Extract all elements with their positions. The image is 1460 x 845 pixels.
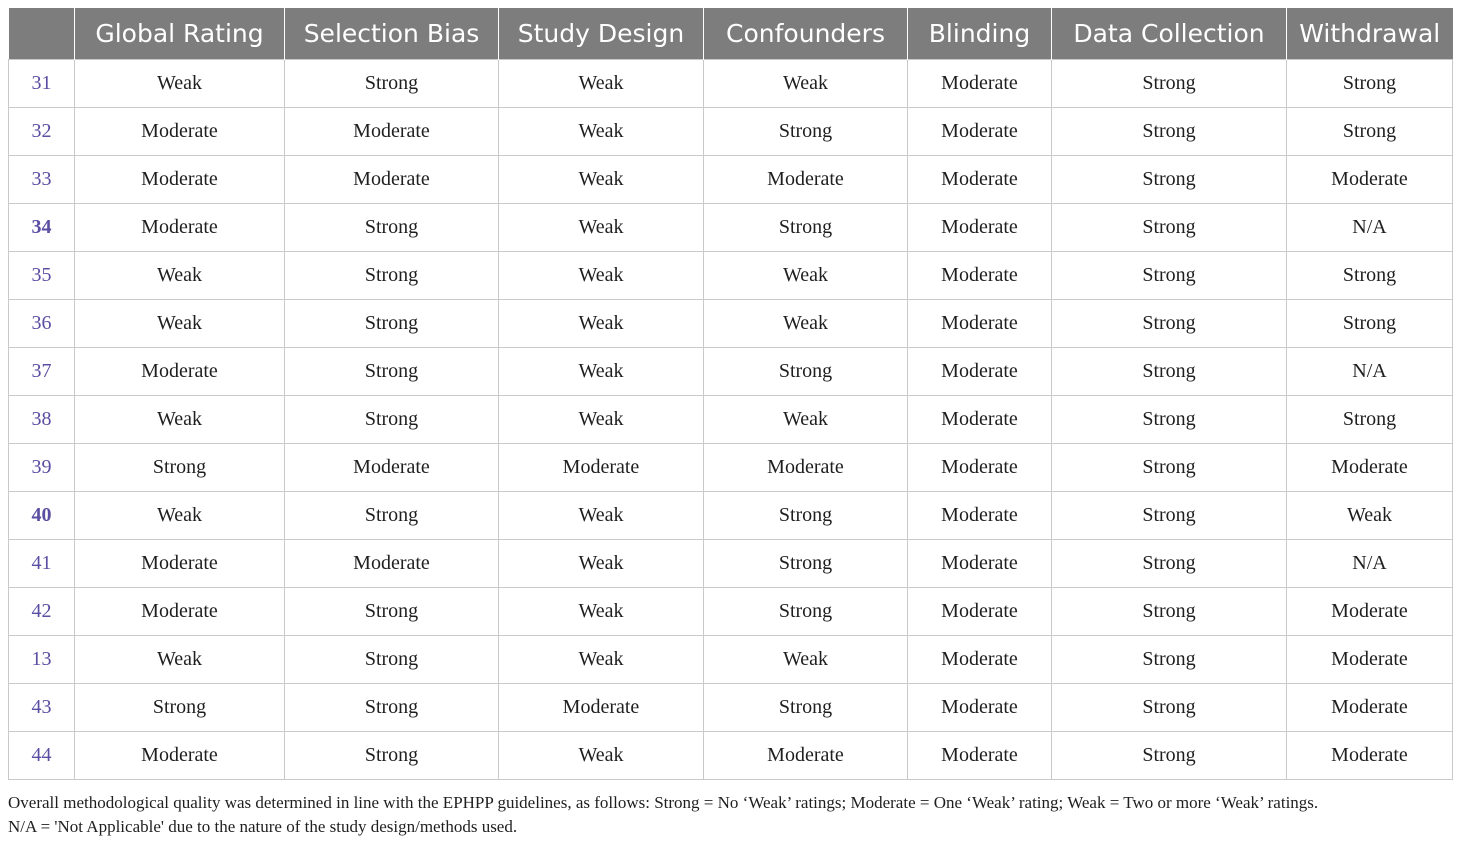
rating-cell: Strong [1052, 588, 1287, 636]
rating-cell: Strong [704, 204, 908, 252]
rating-cell: Weak [75, 492, 285, 540]
rating-cell: Moderate [908, 252, 1052, 300]
rating-cell: N/A [1287, 204, 1453, 252]
table-row [9, 396, 1453, 444]
study-reference-link[interactable]: 33 [9, 156, 75, 204]
rating-cell: Strong [1287, 108, 1453, 156]
study-reference-link[interactable]: 35 [9, 252, 75, 300]
footnote-line-1: Overall methodological quality was determined in line with the EPHPP guidelines, as follows: Strong = No ‘Weak’ ratings; Moderate = One ‘Weak’ rating; Weak = Two or more ‘Weak’ ratings. [8, 793, 1319, 812]
rating-cell: Weak [499, 204, 704, 252]
header-cell-selection-bias: Selection Bias [285, 8, 499, 60]
rating-cell: Moderate [499, 684, 704, 732]
rating-cell: Moderate [75, 540, 285, 588]
header-cell-id [9, 8, 75, 60]
rating-cell: Strong [1052, 348, 1287, 396]
rating-cell: Weak [499, 348, 704, 396]
rating-cell: Moderate [1287, 732, 1453, 780]
study-reference-link[interactable]: 39 [9, 444, 75, 492]
rating-cell: Moderate [1287, 636, 1453, 684]
table-row [9, 588, 1453, 636]
rating-cell: Strong [1052, 492, 1287, 540]
rating-cell: Strong [1287, 60, 1453, 108]
rating-cell: Moderate [285, 540, 499, 588]
rating-cell: Strong [1287, 252, 1453, 300]
rating-cell: Moderate [1287, 684, 1453, 732]
rating-cell: Moderate [908, 444, 1052, 492]
rating-cell: Moderate [75, 204, 285, 252]
rating-cell: Weak [704, 60, 908, 108]
rating-cell: Weak [75, 300, 285, 348]
study-reference-link[interactable]: 44 [9, 732, 75, 780]
table-footnote [8, 791, 1460, 839]
rating-cell: Moderate [908, 348, 1052, 396]
table-row [9, 732, 1453, 780]
table-row [9, 636, 1453, 684]
rating-cell: Strong [285, 636, 499, 684]
rating-cell: Strong [1052, 300, 1287, 348]
table-row [9, 348, 1453, 396]
rating-cell: Weak [499, 540, 704, 588]
study-reference-link[interactable]: 32 [9, 108, 75, 156]
rating-cell: Weak [499, 300, 704, 348]
rating-cell: Strong [285, 300, 499, 348]
header-cell-withdrawal: Withdrawal [1287, 8, 1453, 60]
study-reference-link[interactable]: 42 [9, 588, 75, 636]
rating-cell: Moderate [285, 156, 499, 204]
rating-cell: Strong [75, 684, 285, 732]
study-reference-link[interactable]: 40 [9, 492, 75, 540]
rating-cell: Strong [1052, 636, 1287, 684]
rating-cell: Moderate [908, 60, 1052, 108]
rating-cell: Weak [499, 60, 704, 108]
rating-cell: Strong [1052, 204, 1287, 252]
table-row [9, 444, 1453, 492]
table-row [9, 60, 1453, 108]
study-reference-link[interactable]: 31 [9, 60, 75, 108]
rating-cell: Strong [1052, 444, 1287, 492]
table-header [9, 8, 1453, 60]
table-row [9, 492, 1453, 540]
rating-cell: Moderate [499, 444, 704, 492]
rating-cell: Moderate [75, 348, 285, 396]
rating-cell: Weak [499, 108, 704, 156]
rating-cell: Weak [499, 156, 704, 204]
rating-cell: Strong [704, 684, 908, 732]
table-row [9, 156, 1453, 204]
rating-cell: Weak [704, 300, 908, 348]
rating-cell: Strong [285, 588, 499, 636]
rating-cell: Moderate [908, 156, 1052, 204]
rating-cell: Weak [75, 60, 285, 108]
rating-cell: Strong [1287, 396, 1453, 444]
rating-cell: Moderate [75, 588, 285, 636]
rating-cell: Moderate [1287, 588, 1453, 636]
rating-cell: Strong [285, 684, 499, 732]
rating-cell: Moderate [285, 444, 499, 492]
rating-cell: Weak [704, 252, 908, 300]
study-reference-link[interactable]: 38 [9, 396, 75, 444]
rating-cell: Weak [499, 636, 704, 684]
study-reference-link[interactable]: 41 [9, 540, 75, 588]
header-cell-global-rating: Global Rating [75, 8, 285, 60]
rating-cell: Strong [1052, 108, 1287, 156]
header-cell-confounders: Confounders [704, 8, 908, 60]
rating-cell: Strong [285, 732, 499, 780]
rating-cell: Moderate [908, 540, 1052, 588]
rating-cell: Weak [704, 396, 908, 444]
rating-cell: Strong [1052, 156, 1287, 204]
rating-cell: Strong [704, 108, 908, 156]
study-reference-link[interactable]: 43 [9, 684, 75, 732]
rating-cell: Strong [285, 396, 499, 444]
header-cell-study-design: Study Design [499, 8, 704, 60]
rating-cell: Strong [285, 60, 499, 108]
rating-cell: Moderate [908, 396, 1052, 444]
footnote-line-2: N/A = 'Not Applicable' due to the nature of the study design/methods used. [8, 817, 518, 836]
rating-cell: Weak [1287, 492, 1453, 540]
rating-cell: Strong [704, 348, 908, 396]
rating-cell: Moderate [908, 108, 1052, 156]
rating-cell: Strong [285, 492, 499, 540]
rating-cell: Strong [1052, 396, 1287, 444]
rating-cell: Strong [285, 252, 499, 300]
rating-cell: Moderate [908, 684, 1052, 732]
rating-cell: Weak [499, 588, 704, 636]
header-cell-blinding: Blinding [908, 8, 1052, 60]
rating-cell: Strong [1052, 60, 1287, 108]
header-cell-data-collection: Data Collection [1052, 8, 1287, 60]
table-row [9, 300, 1453, 348]
rating-cell: Weak [75, 252, 285, 300]
rating-cell: Moderate [908, 732, 1052, 780]
rating-cell: Weak [499, 732, 704, 780]
rating-cell: Moderate [75, 732, 285, 780]
rating-cell: Weak [499, 252, 704, 300]
rating-cell: Moderate [908, 204, 1052, 252]
rating-cell: Strong [1052, 732, 1287, 780]
study-reference-link[interactable]: 37 [9, 348, 75, 396]
rating-cell: Strong [704, 588, 908, 636]
rating-cell: Moderate [704, 732, 908, 780]
table-row [9, 204, 1453, 252]
rating-cell: Strong [1052, 252, 1287, 300]
rating-cell: Moderate [285, 108, 499, 156]
rating-cell: Moderate [908, 636, 1052, 684]
rating-cell: Moderate [908, 588, 1052, 636]
table-row [9, 108, 1453, 156]
study-reference-link[interactable]: 34 [9, 204, 75, 252]
rating-cell: Moderate [75, 108, 285, 156]
rating-cell: Moderate [75, 156, 285, 204]
quality-assessment-table-container [8, 8, 1452, 780]
rating-cell: Strong [704, 540, 908, 588]
rating-cell: Moderate [908, 492, 1052, 540]
table-row [9, 684, 1453, 732]
study-reference-link[interactable]: 13 [9, 636, 75, 684]
table-row [9, 252, 1453, 300]
table-body [9, 60, 1453, 780]
rating-cell: N/A [1287, 348, 1453, 396]
quality-assessment-table [8, 8, 1453, 780]
rating-cell: Weak [499, 396, 704, 444]
rating-cell: Moderate [1287, 156, 1453, 204]
rating-cell: Moderate [704, 444, 908, 492]
rating-cell: Strong [1052, 684, 1287, 732]
rating-cell: Weak [704, 636, 908, 684]
rating-cell: Strong [75, 444, 285, 492]
rating-cell: Weak [75, 636, 285, 684]
rating-cell: Strong [1052, 540, 1287, 588]
rating-cell: Moderate [908, 300, 1052, 348]
header-row [9, 8, 1453, 60]
rating-cell: Strong [1287, 300, 1453, 348]
rating-cell: Moderate [704, 156, 908, 204]
rating-cell: Weak [75, 396, 285, 444]
rating-cell: Strong [285, 348, 499, 396]
rating-cell: N/A [1287, 540, 1453, 588]
study-reference-link[interactable]: 36 [9, 300, 75, 348]
table-row [9, 540, 1453, 588]
rating-cell: Moderate [1287, 444, 1453, 492]
rating-cell: Strong [285, 204, 499, 252]
rating-cell: Weak [499, 492, 704, 540]
rating-cell: Strong [704, 492, 908, 540]
